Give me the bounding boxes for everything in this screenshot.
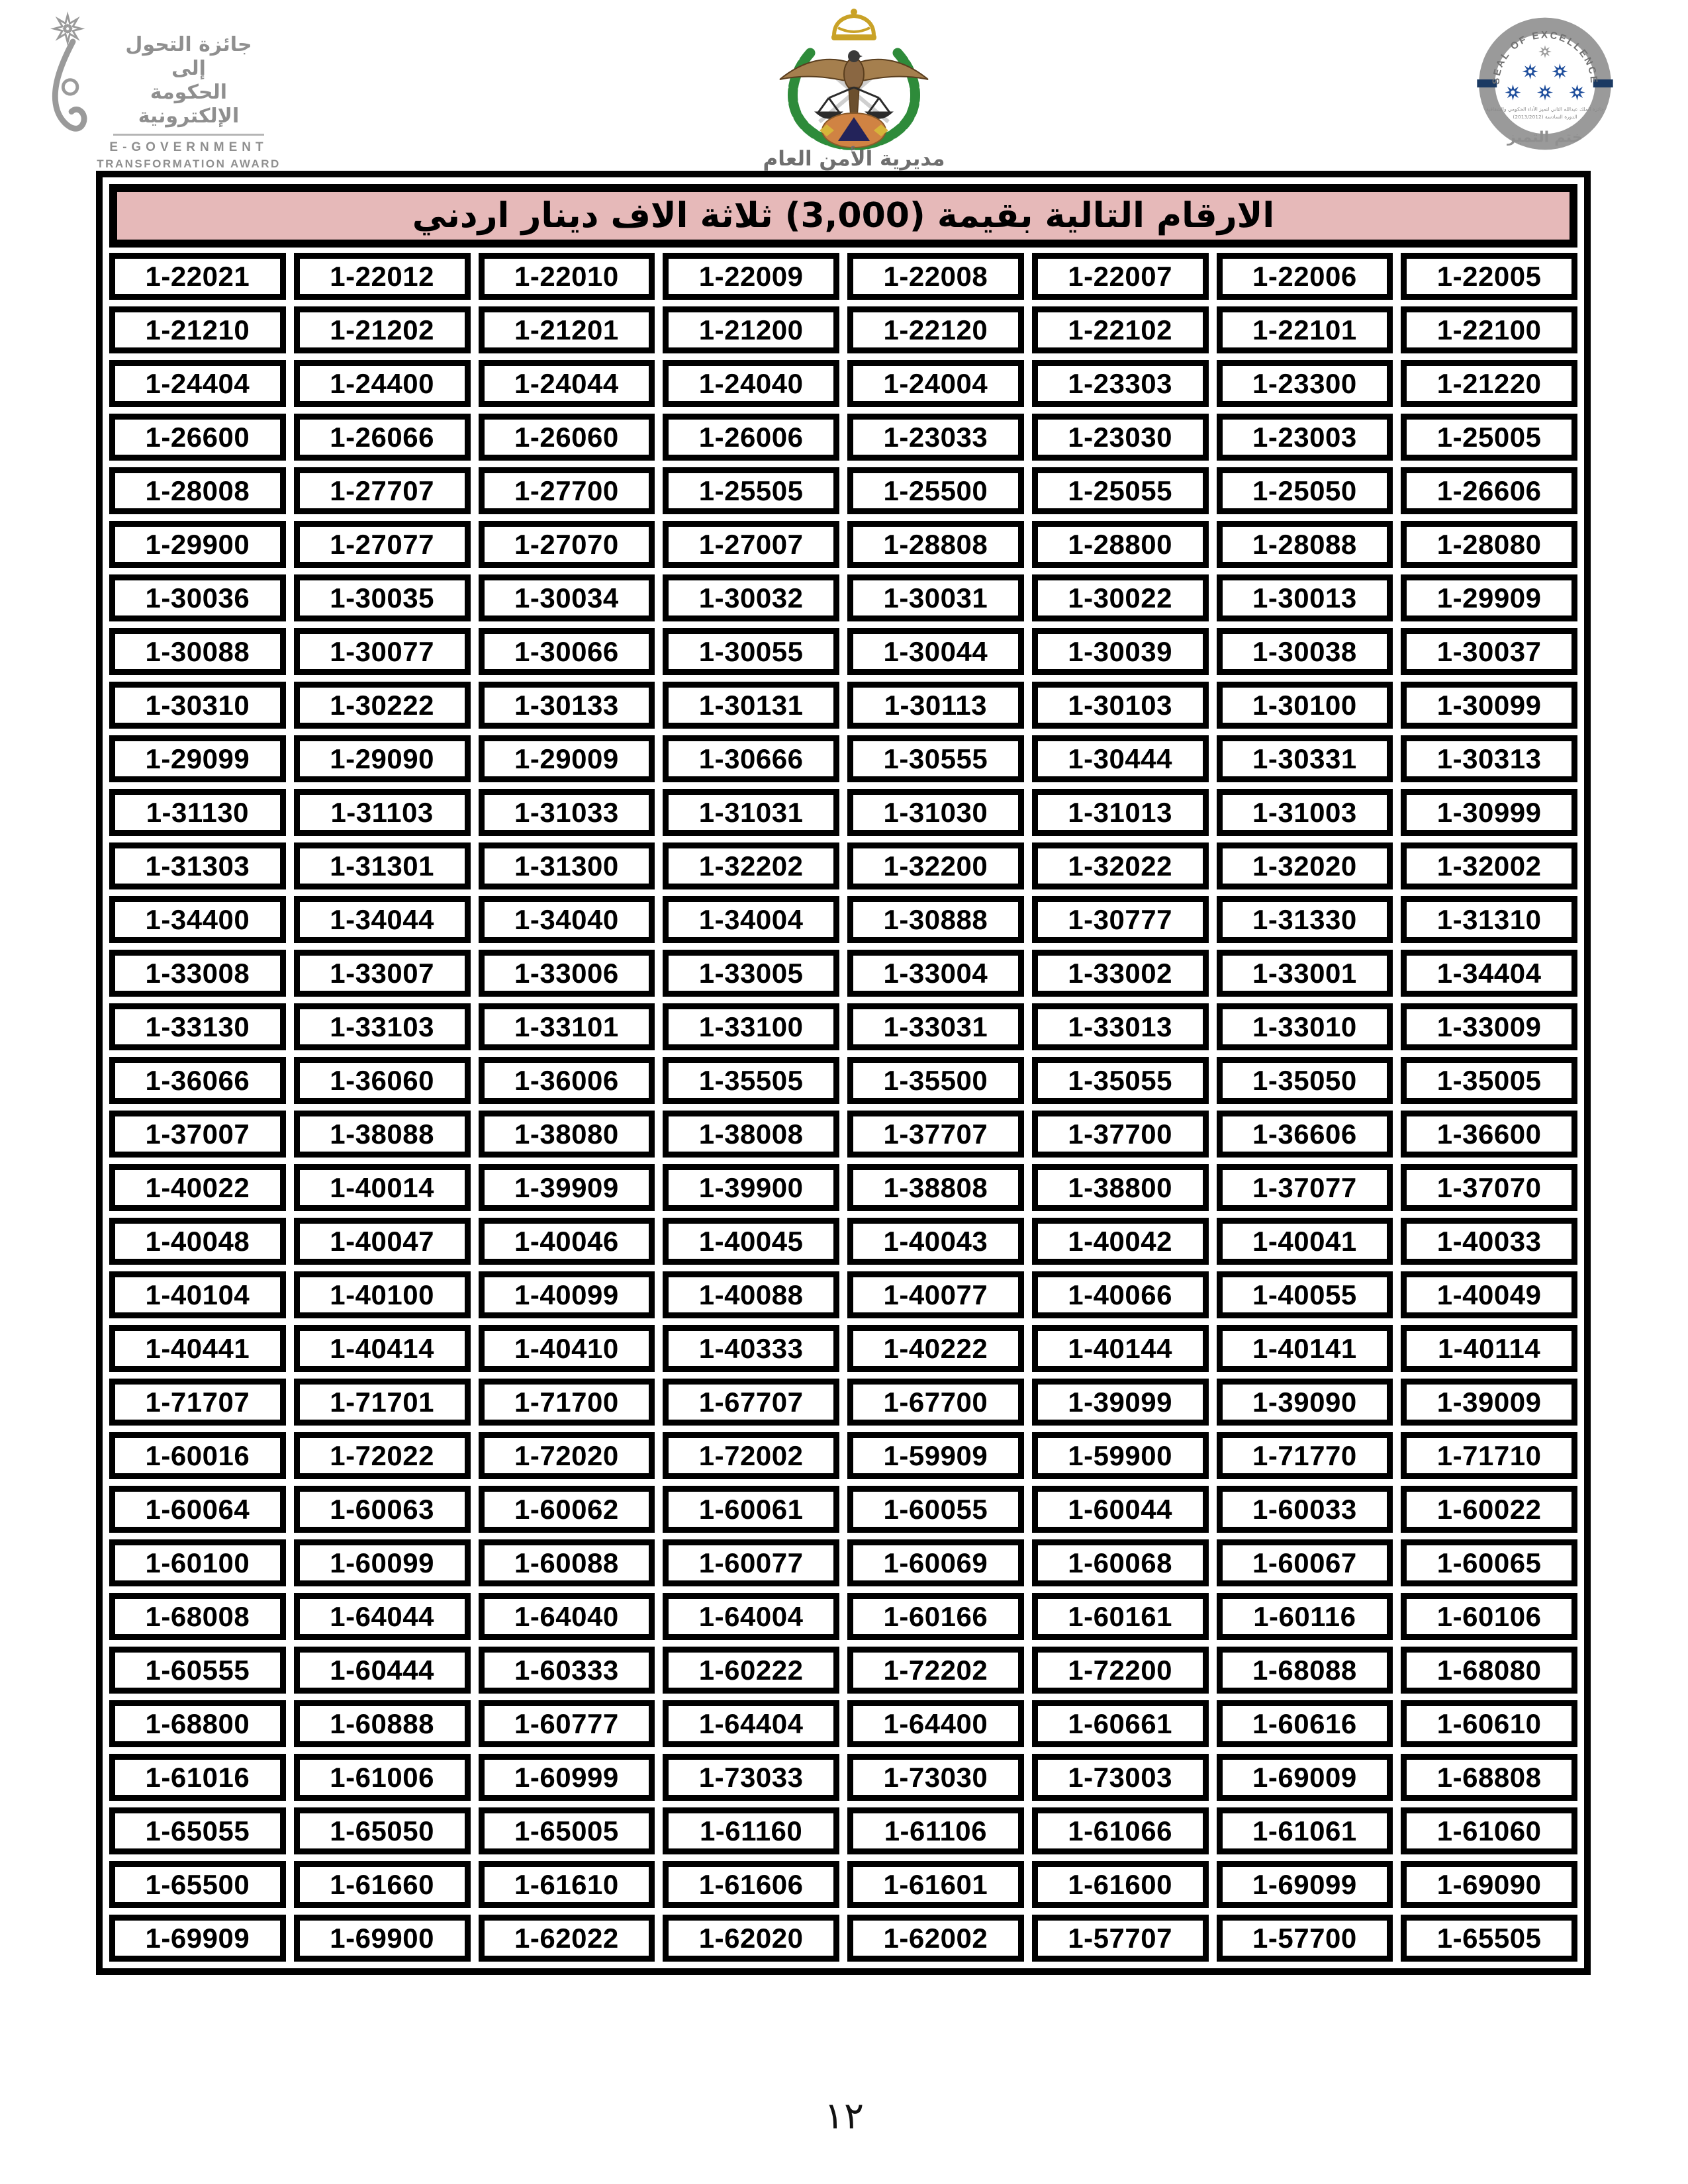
table-cell: 1-28800	[1032, 521, 1209, 568]
table-cell: 1-61016	[109, 1754, 286, 1801]
table-cell: 1-30038	[1217, 628, 1393, 675]
table-cell: 1-25005	[1401, 414, 1577, 461]
table-cell: 1-40077	[847, 1271, 1024, 1318]
table-cell: 1-60444	[294, 1647, 471, 1694]
table-cell: 1-30100	[1217, 682, 1393, 729]
table-cell: 1-37077	[1217, 1164, 1393, 1211]
table-cell: 1-31030	[847, 789, 1024, 836]
table-cell: 1-33103	[294, 1003, 471, 1050]
table-cell: 1-39909	[479, 1164, 655, 1211]
egov-arabic-line2: الحكومة الإلكترونية	[138, 81, 240, 128]
table-cell: 1-36600	[1401, 1111, 1577, 1158]
table-cell: 1-39099	[1032, 1379, 1209, 1426]
table-cell: 1-60069	[847, 1539, 1024, 1586]
table-cell: 1-65500	[109, 1861, 286, 1908]
table-cell: 1-30777	[1032, 896, 1209, 943]
table-cell: 1-57707	[1032, 1915, 1209, 1962]
table-cell: 1-60065	[1401, 1539, 1577, 1586]
table-cell: 1-21202	[294, 306, 471, 353]
table-cell: 1-35500	[847, 1057, 1024, 1104]
table-cell: 1-40033	[1401, 1218, 1577, 1265]
table-cell: 1-33013	[1032, 1003, 1209, 1050]
table-cell: 1-37007	[109, 1111, 286, 1158]
table-cell: 1-30031	[847, 574, 1024, 621]
table-cell: 1-60106	[1401, 1593, 1577, 1640]
table-cell: 1-61660	[294, 1861, 471, 1908]
table-cell: 1-61106	[847, 1807, 1024, 1854]
table-cell: 1-28008	[109, 467, 286, 514]
table-cell: 1-36606	[1217, 1111, 1393, 1158]
table-cell: 1-61061	[1217, 1807, 1393, 1854]
table-cell: 1-61601	[847, 1861, 1024, 1908]
table-cell: 1-60555	[109, 1647, 286, 1694]
table-cell: 1-62022	[479, 1915, 655, 1962]
table-cell: 1-22010	[479, 253, 655, 300]
table-cell: 1-22007	[1032, 253, 1209, 300]
table-cell: 1-35050	[1217, 1057, 1393, 1104]
table-cell: 1-40045	[663, 1218, 839, 1265]
table-cell: 1-40144	[1032, 1325, 1209, 1372]
table-cell: 1-40222	[847, 1325, 1024, 1372]
table-cell: 1-36066	[109, 1057, 286, 1104]
table-cell: 1-28808	[847, 521, 1024, 568]
table-cell: 1-23030	[1032, 414, 1209, 461]
table-cell: 1-61060	[1401, 1807, 1577, 1854]
table-cell: 1-27007	[663, 521, 839, 568]
table-cell: 1-34044	[294, 896, 471, 943]
table-cell: 1-25055	[1032, 467, 1209, 514]
table-cell: 1-37700	[1032, 1111, 1209, 1158]
table-cell: 1-31013	[1032, 789, 1209, 836]
psd-caption: مديرية الأمن العام	[763, 147, 945, 171]
table-cell: 1-33100	[663, 1003, 839, 1050]
table-cell: 1-60064	[109, 1486, 286, 1533]
table-cell: 1-33002	[1032, 950, 1209, 997]
table-cell: 1-64040	[479, 1593, 655, 1640]
table-cell: 1-23003	[1217, 414, 1393, 461]
table-cell: 1-22120	[847, 306, 1024, 353]
table-cell: 1-30666	[663, 735, 839, 782]
table-cell: 1-28080	[1401, 521, 1577, 568]
table-cell: 1-40441	[109, 1325, 286, 1372]
table-cell: 1-33101	[479, 1003, 655, 1050]
table-cell: 1-31330	[1217, 896, 1393, 943]
table-cell: 1-24040	[663, 360, 839, 407]
table-cell: 1-38800	[1032, 1164, 1209, 1211]
egov-english-line1: E-GOVERNMENT	[109, 140, 268, 154]
table-cell: 1-26606	[1401, 467, 1577, 514]
table-cell: 1-33009	[1401, 1003, 1577, 1050]
table-cell: 1-69099	[1217, 1861, 1393, 1908]
table-cell: 1-27700	[479, 467, 655, 514]
table-cell: 1-68800	[109, 1700, 286, 1747]
table-cell: 1-73033	[663, 1754, 839, 1801]
table-cell: 1-26600	[109, 414, 286, 461]
table-cell: 1-40014	[294, 1164, 471, 1211]
table-cell: 1-73003	[1032, 1754, 1209, 1801]
table-cell: 1-30013	[1217, 574, 1393, 621]
table-cell: 1-68088	[1217, 1647, 1393, 1694]
table-cell: 1-29009	[479, 735, 655, 782]
numbers-table	[96, 171, 1591, 1975]
table-cell: 1-69009	[1217, 1754, 1393, 1801]
numbers-grid	[109, 253, 1577, 1962]
table-cell: 1-65050	[294, 1807, 471, 1854]
table-cell: 1-60088	[479, 1539, 655, 1586]
table-cell: 1-34004	[663, 896, 839, 943]
table-cell: 1-40410	[479, 1325, 655, 1372]
table-cell: 1-36006	[479, 1057, 655, 1104]
table-cell: 1-60166	[847, 1593, 1024, 1640]
table-cell: 1-26006	[663, 414, 839, 461]
table-cell: 1-61066	[1032, 1807, 1209, 1854]
table-cell: 1-31310	[1401, 896, 1577, 943]
table-cell: 1-25050	[1217, 467, 1393, 514]
seal-of-excellence-badge	[1456, 15, 1634, 163]
table-cell: 1-40043	[847, 1218, 1024, 1265]
table-cell: 1-60161	[1032, 1593, 1209, 1640]
table-cell: 1-71700	[479, 1379, 655, 1426]
table-cell: 1-30039	[1032, 628, 1209, 675]
table-cell: 1-33004	[847, 950, 1024, 997]
table-cell: 1-40114	[1401, 1325, 1577, 1372]
table-cell: 1-40141	[1217, 1325, 1393, 1372]
table-cell: 1-22009	[663, 253, 839, 300]
table-cell: 1-71710	[1401, 1432, 1577, 1479]
table-cell: 1-30077	[294, 628, 471, 675]
table-cell: 1-60100	[109, 1539, 286, 1586]
table-cell: 1-60063	[294, 1486, 471, 1533]
table-cell: 1-29090	[294, 735, 471, 782]
table-cell: 1-30037	[1401, 628, 1577, 675]
table-cell: 1-32200	[847, 842, 1024, 889]
table-cell: 1-60061	[663, 1486, 839, 1533]
table-cell: 1-61610	[479, 1861, 655, 1908]
table-cell: 1-31031	[663, 789, 839, 836]
table-cell: 1-61600	[1032, 1861, 1209, 1908]
table-cell: 1-71770	[1217, 1432, 1393, 1479]
table-cell: 1-39900	[663, 1164, 839, 1211]
table-cell: 1-60062	[479, 1486, 655, 1533]
table-cell: 1-60333	[479, 1647, 655, 1694]
egov-english-line2: TRANSFORMATION AWARD	[97, 158, 281, 170]
table-cell: 1-36060	[294, 1057, 471, 1104]
table-cell: 1-60099	[294, 1539, 471, 1586]
table-cell: 1-32022	[1032, 842, 1209, 889]
table-cell: 1-31003	[1217, 789, 1393, 836]
seal-ring	[1487, 26, 1603, 142]
table-cell: 1-27077	[294, 521, 471, 568]
table-cell: 1-68080	[1401, 1647, 1577, 1694]
table-cell: 1-31300	[479, 842, 655, 889]
table-cell: 1-30331	[1217, 735, 1393, 782]
table-cell: 1-37707	[847, 1111, 1024, 1158]
table-cell: 1-40049	[1401, 1271, 1577, 1318]
table-cell: 1-72022	[294, 1432, 471, 1479]
table-cell: 1-30055	[663, 628, 839, 675]
table-cell: 1-40099	[479, 1271, 655, 1318]
table-cell: 1-40047	[294, 1218, 471, 1265]
table-cell: 1-31033	[479, 789, 655, 836]
table-cell: 1-39090	[1217, 1379, 1393, 1426]
table-cell: 1-30313	[1401, 735, 1577, 782]
table-cell: 1-30444	[1032, 735, 1209, 782]
table-cell: 1-65005	[479, 1807, 655, 1854]
table-cell: 1-32002	[1401, 842, 1577, 889]
table-cell: 1-60888	[294, 1700, 471, 1747]
table-cell: 1-60077	[663, 1539, 839, 1586]
table-cell: 1-31130	[109, 789, 286, 836]
table-cell: 1-30066	[479, 628, 655, 675]
table-cell: 1-40048	[109, 1218, 286, 1265]
table-cell: 1-60067	[1217, 1539, 1393, 1586]
table-cell: 1-67700	[847, 1379, 1024, 1426]
table-cell: 1-30103	[1032, 682, 1209, 729]
table-cell: 1-21210	[109, 306, 286, 353]
table-cell: 1-60033	[1217, 1486, 1393, 1533]
table-cell: 1-59909	[847, 1432, 1024, 1479]
table-cell: 1-62002	[847, 1915, 1024, 1962]
table-cell: 1-38088	[294, 1111, 471, 1158]
table-cell: 1-40104	[109, 1271, 286, 1318]
table-cell: 1-22005	[1401, 253, 1577, 300]
table-cell: 1-30131	[663, 682, 839, 729]
table-cell: 1-33005	[663, 950, 839, 997]
table-cell: 1-22100	[1401, 306, 1577, 353]
table-cell: 1-30310	[109, 682, 286, 729]
crown-icon	[831, 9, 876, 40]
table-cell: 1-40414	[294, 1325, 471, 1372]
seal-bottom-text: ختم التميز	[1507, 128, 1583, 146]
table-cell: 1-64004	[663, 1593, 839, 1640]
table-cell: 1-22006	[1217, 253, 1393, 300]
table-cell: 1-65505	[1401, 1915, 1577, 1962]
table-cell: 1-60616	[1217, 1700, 1393, 1747]
table-cell: 1-60068	[1032, 1539, 1209, 1586]
table-cell: 1-61160	[663, 1807, 839, 1854]
table-cell: 1-69909	[109, 1915, 286, 1962]
table-cell: 1-23303	[1032, 360, 1209, 407]
table-cell: 1-22012	[294, 253, 471, 300]
table-cell: 1-30036	[109, 574, 286, 621]
table-cell: 1-31303	[109, 842, 286, 889]
table-cell: 1-32202	[663, 842, 839, 889]
egov-divider	[113, 134, 264, 136]
seal-small-line2: الدورة السادسة (2013/2012)	[1513, 113, 1577, 120]
table-cell: 1-68808	[1401, 1754, 1577, 1801]
table-cell: 1-33006	[479, 950, 655, 997]
table-cell: 1-64404	[663, 1700, 839, 1747]
table-cell: 1-24404	[109, 360, 286, 407]
table-cell: 1-33130	[109, 1003, 286, 1050]
table-cell: 1-30133	[479, 682, 655, 729]
table-cell: 1-21200	[663, 306, 839, 353]
table-cell: 1-27707	[294, 467, 471, 514]
table-cell: 1-38080	[479, 1111, 655, 1158]
table-cell: 1-23300	[1217, 360, 1393, 407]
table-cell: 1-35055	[1032, 1057, 1209, 1104]
table-cell: 1-69090	[1401, 1861, 1577, 1908]
table-cell: 1-26066	[294, 414, 471, 461]
table-cell: 1-30034	[479, 574, 655, 621]
table-cell: 1-38008	[663, 1111, 839, 1158]
table-cell: 1-40055	[1217, 1271, 1393, 1318]
table-title-bar	[109, 184, 1577, 248]
table-cell: 1-69900	[294, 1915, 471, 1962]
table-cell: 1-21201	[479, 306, 655, 353]
table-cell: 1-30099	[1401, 682, 1577, 729]
table-cell: 1-65055	[109, 1807, 286, 1854]
table-cell: 1-60022	[1401, 1486, 1577, 1533]
table-cell: 1-60116	[1217, 1593, 1393, 1640]
table-cell: 1-57700	[1217, 1915, 1393, 1962]
table-cell: 1-64044	[294, 1593, 471, 1640]
table-cell: 1-72002	[663, 1432, 839, 1479]
table-cell: 1-60016	[109, 1432, 286, 1479]
table-cell: 1-61006	[294, 1754, 471, 1801]
table-cell: 1-30555	[847, 735, 1024, 782]
table-cell: 1-24400	[294, 360, 471, 407]
table-cell: 1-30035	[294, 574, 471, 621]
public-security-emblem	[748, 0, 960, 173]
table-cell: 1-72200	[1032, 1647, 1209, 1694]
table-cell: 1-60661	[1032, 1700, 1209, 1747]
table-cell: 1-30888	[847, 896, 1024, 943]
table-cell: 1-40066	[1032, 1271, 1209, 1318]
egov-swirl-star-icon	[36, 8, 109, 163]
table-cell: 1-30222	[294, 682, 471, 729]
table-cell: 1-39009	[1401, 1379, 1577, 1426]
table-cell: 1-34404	[1401, 950, 1577, 997]
table-cell: 1-40042	[1032, 1218, 1209, 1265]
table-cell: 1-72202	[847, 1647, 1024, 1694]
table-cell: 1-23033	[847, 414, 1024, 461]
egov-award-logo	[36, 8, 281, 170]
table-cell: 1-21220	[1401, 360, 1577, 407]
table-cell: 1-38808	[847, 1164, 1024, 1211]
table-cell: 1-31301	[294, 842, 471, 889]
table-cell: 1-24004	[847, 360, 1024, 407]
table-cell: 1-71707	[109, 1379, 286, 1426]
table-cell: 1-34040	[479, 896, 655, 943]
table-cell: 1-33031	[847, 1003, 1024, 1050]
table-cell: 1-60222	[663, 1647, 839, 1694]
table-cell: 1-30999	[1401, 789, 1577, 836]
table-cell: 1-33007	[294, 950, 471, 997]
page-number: ١٢	[823, 2095, 865, 2138]
table-cell: 1-35505	[663, 1057, 839, 1104]
table-cell: 1-60999	[479, 1754, 655, 1801]
table-cell: 1-40041	[1217, 1218, 1393, 1265]
egov-arabic-line1: جائزة التحول إلى	[125, 33, 252, 80]
table-cell: 1-34400	[109, 896, 286, 943]
table-cell: 1-59900	[1032, 1432, 1209, 1479]
table-cell: 1-30088	[109, 628, 286, 675]
table-cell: 1-33001	[1217, 950, 1393, 997]
table-cell: 1-68008	[109, 1593, 286, 1640]
table-cell: 1-29900	[109, 521, 286, 568]
table-cell: 1-40046	[479, 1218, 655, 1265]
table-cell: 1-30044	[847, 628, 1024, 675]
table-cell: 1-29909	[1401, 574, 1577, 621]
table-cell: 1-40088	[663, 1271, 839, 1318]
table-cell: 1-33010	[1217, 1003, 1393, 1050]
table-cell: 1-64400	[847, 1700, 1024, 1747]
table-cell: 1-25500	[847, 467, 1024, 514]
table-cell: 1-33008	[109, 950, 286, 997]
table-cell: 1-67707	[663, 1379, 839, 1426]
seal-small-line1: جائزة الملك عبدالله الثاني لتميز الأداء الحكومي والشفافية	[1486, 106, 1604, 113]
table-cell: 1-30113	[847, 682, 1024, 729]
table-cell: 1-22021	[109, 253, 286, 300]
table-cell: 1-62020	[663, 1915, 839, 1962]
table-cell: 1-30032	[663, 574, 839, 621]
table-cell: 1-25505	[663, 467, 839, 514]
table-cell: 1-22102	[1032, 306, 1209, 353]
table-cell: 1-22008	[847, 253, 1024, 300]
table-cell: 1-40100	[294, 1271, 471, 1318]
table-title: الارقام التالية بقيمة (3,000) ثلاثة الاف دينار اردني	[412, 196, 1275, 236]
table-cell: 1-30022	[1032, 574, 1209, 621]
table-cell: 1-29099	[109, 735, 286, 782]
table-cell: 1-26060	[479, 414, 655, 461]
table-cell: 1-22101	[1217, 306, 1393, 353]
table-cell: 1-60044	[1032, 1486, 1209, 1533]
table-cell: 1-72020	[479, 1432, 655, 1479]
table-cell: 1-28088	[1217, 521, 1393, 568]
table-cell: 1-31103	[294, 789, 471, 836]
table-cell: 1-61606	[663, 1861, 839, 1908]
table-cell: 1-73030	[847, 1754, 1024, 1801]
table-cell: 1-40022	[109, 1164, 286, 1211]
table-cell: 1-60055	[847, 1486, 1024, 1533]
table-cell: 1-24044	[479, 360, 655, 407]
seal-arc-text: SEAL OF EXCELLENCE	[1490, 29, 1600, 85]
table-cell: 1-60777	[479, 1700, 655, 1747]
table-cell: 1-60610	[1401, 1700, 1577, 1747]
table-cell: 1-40333	[663, 1325, 839, 1372]
table-cell: 1-35005	[1401, 1057, 1577, 1104]
table-cell: 1-37070	[1401, 1164, 1577, 1211]
table-cell: 1-27070	[479, 521, 655, 568]
table-cell: 1-32020	[1217, 842, 1393, 889]
table-cell: 1-71701	[294, 1379, 471, 1426]
